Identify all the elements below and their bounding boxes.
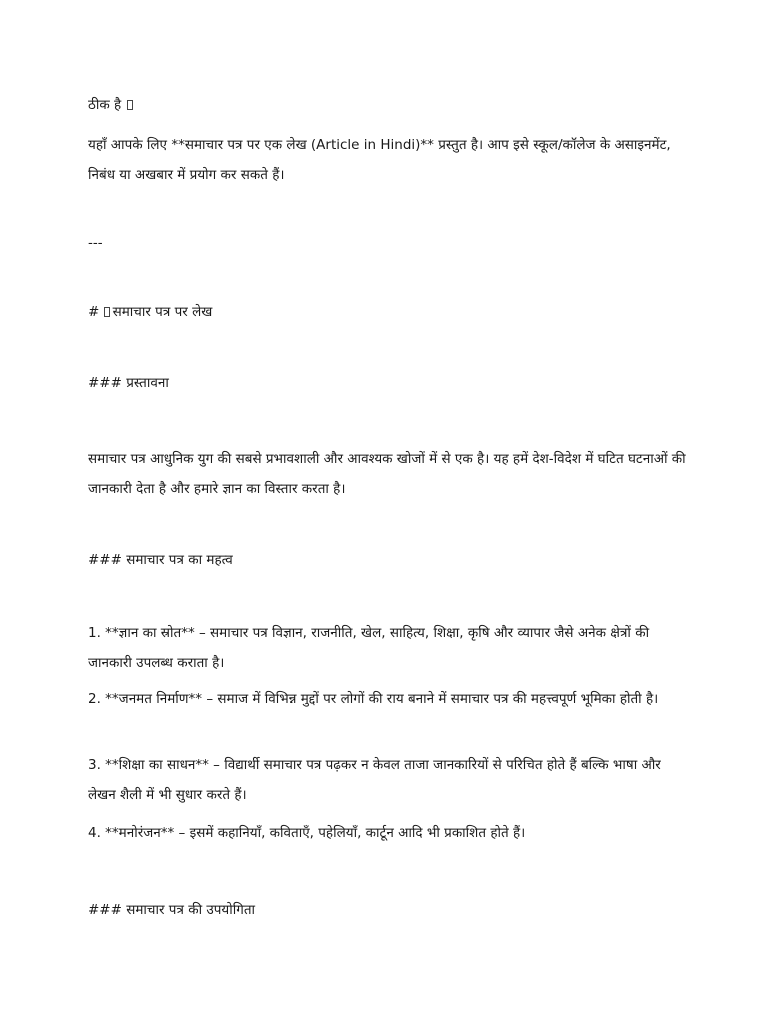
list-item: 4. **मनोरंजन** – इसमें कहानियाँ, कविताएँ, पहेलियाँ, कार्टून आदि भी प्रकाशित होते हैं। <box>88 825 526 841</box>
missing-emoji-glyph-icon <box>127 100 133 110</box>
list-item: 1. **ज्ञान का स्रोत** – समाचार पत्र विज्ञान, राजनीति, खेल, साहित्य, शिक्षा, कृषि और व्यापार जैसे अनेक क्षेत्रों की जानकारी उपलब्ध कराता है। <box>88 625 650 671</box>
heading-upyogita: ### समाचार पत्र की उपयोगिता <box>88 902 256 918</box>
divider-line: --- <box>88 235 103 251</box>
document-title <box>88 297 688 327</box>
missing-emoji-glyph-icon <box>104 307 110 317</box>
title-text: समाचार पत्र पर लेख <box>112 304 213 320</box>
paragraph-prastavana: समाचार पत्र आधुनिक युग की सबसे प्रभावशाली और आवश्यक खोजों में से एक है। यह हमें देश-विदेश में घटित घटनाओं की जानकारी देता है और हमारे ज्ञान का विस्तार करता है। <box>88 451 686 497</box>
intro-paragraph: यहाँ आपके लिए **समाचार पत्र पर एक लेख (Article in Hindi)** प्रस्तुत है। आप इसे स्कूल/कॉलेज के असाइनमेंट, निबंध या अखबार में प्रयोग कर सकते हैं। <box>88 137 671 183</box>
heading-mahatva: ### समाचार पत्र का महत्व <box>88 552 233 568</box>
heading-prastavana: ### प्रस्तावना <box>88 375 169 391</box>
greeting-line <box>88 90 688 120</box>
list-item: 3. **शिक्षा का साधन** – विद्यार्थी समाचार पत्र पढ़कर न केवल ताजा जानकारियों से परिचित होते हैं बल्कि भाषा और लेखन शैली में भी सुधार करते हैं। <box>88 757 661 803</box>
greeting-text: ठीक है <box>88 97 122 113</box>
list-item: 2. **जनमत निर्माण** – समाज में विभिन्न मुद्दों पर लोगों की राय बनाने में समाचार पत्र की महत्त्वपूर्ण भूमिका होती है। <box>88 691 659 707</box>
title-prefix: # <box>88 304 100 320</box>
